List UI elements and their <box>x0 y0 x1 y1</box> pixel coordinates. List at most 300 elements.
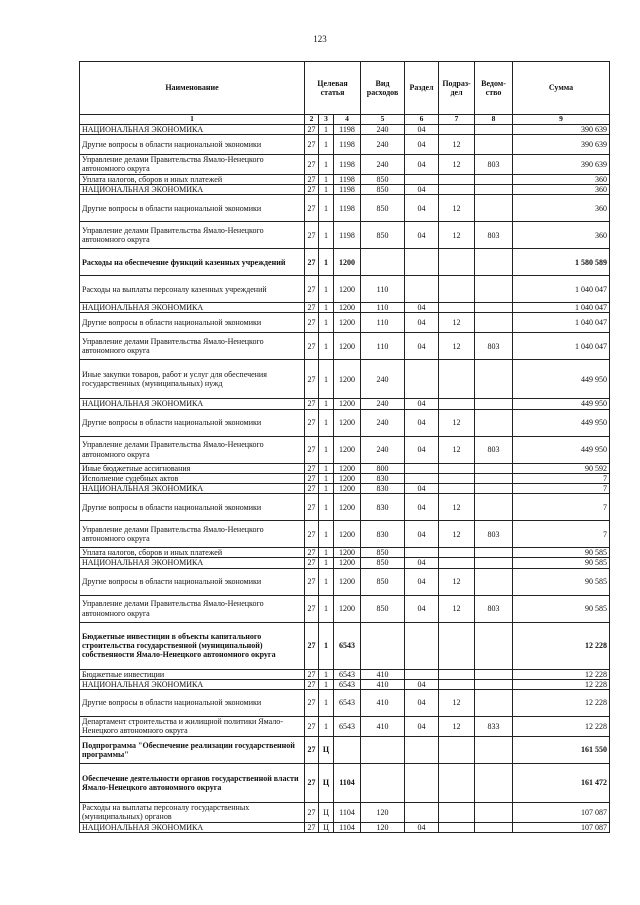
row-section: 04 <box>405 483 439 493</box>
row-target-part1: 27 <box>305 716 319 736</box>
row-expense-type: 850 <box>361 185 405 195</box>
row-name: Уплата налогов, сборов и иных платежей <box>80 548 305 558</box>
table-row <box>80 249 610 276</box>
row-target-part2: 1 <box>319 558 334 568</box>
row-target-part2: Ц <box>319 802 334 822</box>
row-target-part2: 1 <box>319 473 334 483</box>
row-target-part2: 1 <box>319 669 334 679</box>
row-subsection: 12 <box>439 568 475 595</box>
row-target-part2: 1 <box>319 548 334 558</box>
row-section <box>405 548 439 558</box>
row-subsection <box>439 822 475 832</box>
row-department <box>475 195 513 222</box>
row-section: 04 <box>405 134 439 154</box>
row-target-part3: 1200 <box>334 483 361 493</box>
row-name: Другие вопросы в области национальной экономики <box>80 134 305 154</box>
row-name: Департамент строительства и жилищной политики Ямало-Ненецкого автономного округа <box>80 716 305 736</box>
header-podrazdel: Подраз-дел <box>439 62 475 115</box>
row-name: Иные бюджетные ассигнования <box>80 463 305 473</box>
row-section: 04 <box>405 679 439 689</box>
row-target-part1: 27 <box>305 134 319 154</box>
row-target-part1: 27 <box>305 763 319 802</box>
row-target-part2: 1 <box>319 134 334 154</box>
row-target-part1: 27 <box>305 736 319 763</box>
row-target-part3: 6543 <box>334 689 361 716</box>
row-section <box>405 276 439 303</box>
row-target-part2: 1 <box>319 436 334 463</box>
row-department: 803 <box>475 222 513 249</box>
row-section: 04 <box>405 716 439 736</box>
row-amount: 7 <box>513 494 610 521</box>
row-target-part3: 1200 <box>334 276 361 303</box>
table-row <box>80 399 610 409</box>
row-section <box>405 473 439 483</box>
row-subsection <box>439 473 475 483</box>
row-target-part2: 1 <box>319 622 334 669</box>
row-subsection <box>439 399 475 409</box>
row-amount: 12 228 <box>513 689 610 716</box>
table-row <box>80 360 610 399</box>
row-department: 833 <box>475 716 513 736</box>
row-target-part2: 1 <box>319 689 334 716</box>
table-row <box>80 669 610 679</box>
row-expense-type: 240 <box>361 134 405 154</box>
row-department: 803 <box>475 333 513 360</box>
table-row <box>80 802 610 822</box>
row-name: Управление делами Правительства Ямало-Ненецкого автономного округа <box>80 222 305 249</box>
row-subsection <box>439 763 475 802</box>
row-amount: 449 950 <box>513 436 610 463</box>
row-expense-type: 830 <box>361 521 405 548</box>
table-row <box>80 436 610 463</box>
row-section: 04 <box>405 222 439 249</box>
table-row <box>80 716 610 736</box>
row-amount: 449 950 <box>513 409 610 436</box>
row-subsection <box>439 622 475 669</box>
row-amount: 90 585 <box>513 595 610 622</box>
row-name: НАЦИОНАЛЬНАЯ ЭКОНОМИКА <box>80 303 305 313</box>
row-expense-type: 240 <box>361 409 405 436</box>
row-target-part2: 1 <box>319 303 334 313</box>
row-target-part1: 27 <box>305 409 319 436</box>
table-row <box>80 333 610 360</box>
row-target-part1: 27 <box>305 174 319 184</box>
row-target-part3: 1200 <box>334 548 361 558</box>
row-amount: 90 585 <box>513 558 610 568</box>
row-department <box>475 669 513 679</box>
column-number: 8 <box>475 115 513 125</box>
table-row <box>80 622 610 669</box>
row-subsection <box>439 303 475 313</box>
row-amount: 12 228 <box>513 669 610 679</box>
row-subsection <box>439 483 475 493</box>
table-row <box>80 473 610 483</box>
column-number-row <box>80 115 610 125</box>
row-target-part3: 1198 <box>334 174 361 184</box>
header-name: Наименование <box>80 62 305 115</box>
row-department <box>475 409 513 436</box>
row-section <box>405 622 439 669</box>
row-section <box>405 802 439 822</box>
row-subsection <box>439 124 475 134</box>
table-row <box>80 763 610 802</box>
row-expense-type: 240 <box>361 399 405 409</box>
row-target-part3: 1200 <box>334 494 361 521</box>
row-target-part3: 1200 <box>334 399 361 409</box>
row-amount: 390 639 <box>513 134 610 154</box>
row-expense-type: 410 <box>361 689 405 716</box>
header-summa: Сумма <box>513 62 610 115</box>
row-section <box>405 669 439 679</box>
row-name: НАЦИОНАЛЬНАЯ ЭКОНОМИКА <box>80 185 305 195</box>
row-target-part2: 1 <box>319 595 334 622</box>
row-section: 04 <box>405 494 439 521</box>
row-expense-type: 850 <box>361 568 405 595</box>
row-subsection <box>439 802 475 822</box>
row-expense-type: 850 <box>361 558 405 568</box>
row-amount: 1 040 047 <box>513 303 610 313</box>
table-row <box>80 679 610 689</box>
row-section <box>405 763 439 802</box>
row-expense-type: 850 <box>361 595 405 622</box>
row-target-part2: 1 <box>319 124 334 134</box>
header-vedomstvo: Ведом-ство <box>475 62 513 115</box>
column-number: 7 <box>439 115 475 125</box>
row-subsection: 12 <box>439 154 475 174</box>
row-expense-type: 830 <box>361 494 405 521</box>
row-target-part3 <box>334 736 361 763</box>
row-subsection <box>439 360 475 399</box>
row-department <box>475 736 513 763</box>
row-target-part3: 1200 <box>334 409 361 436</box>
row-name: Другие вопросы в области национальной экономики <box>80 409 305 436</box>
row-department <box>475 679 513 689</box>
row-department <box>475 494 513 521</box>
row-target-part2: 1 <box>319 360 334 399</box>
row-subsection: 12 <box>439 195 475 222</box>
row-target-part2: 1 <box>319 276 334 303</box>
row-subsection: 12 <box>439 333 475 360</box>
row-department <box>475 568 513 595</box>
row-subsection <box>439 185 475 195</box>
row-name: Другие вопросы в области национальной экономики <box>80 568 305 595</box>
row-target-part3: 6543 <box>334 669 361 679</box>
row-target-part1: 27 <box>305 622 319 669</box>
row-department <box>475 763 513 802</box>
row-name: НАЦИОНАЛЬНАЯ ЭКОНОМИКА <box>80 679 305 689</box>
row-amount: 449 950 <box>513 360 610 399</box>
row-section: 04 <box>405 124 439 134</box>
row-name: Другие вопросы в области национальной экономики <box>80 494 305 521</box>
row-section: 04 <box>405 313 439 333</box>
row-subsection: 12 <box>439 595 475 622</box>
row-amount: 107 087 <box>513 822 610 832</box>
row-amount: 7 <box>513 473 610 483</box>
row-target-part2: Ц <box>319 822 334 832</box>
row-expense-type: 800 <box>361 463 405 473</box>
row-name: НАЦИОНАЛЬНАЯ ЭКОНОМИКА <box>80 822 305 832</box>
table-row <box>80 124 610 134</box>
row-target-part2: 1 <box>319 716 334 736</box>
row-expense-type: 110 <box>361 276 405 303</box>
column-number: 3 <box>319 115 334 125</box>
row-amount: 12 228 <box>513 679 610 689</box>
row-section: 04 <box>405 303 439 313</box>
row-expense-type: 110 <box>361 313 405 333</box>
row-target-part1: 27 <box>305 436 319 463</box>
row-target-part1: 27 <box>305 802 319 822</box>
row-target-part2: 1 <box>319 483 334 493</box>
row-target-part2: 1 <box>319 313 334 333</box>
row-subsection: 12 <box>439 716 475 736</box>
row-target-part2: 1 <box>319 222 334 249</box>
row-expense-type: 120 <box>361 822 405 832</box>
row-amount: 161 550 <box>513 736 610 763</box>
row-amount: 1 580 589 <box>513 249 610 276</box>
row-amount: 12 228 <box>513 716 610 736</box>
row-target-part3: 1200 <box>334 303 361 313</box>
row-target-part2: 1 <box>319 195 334 222</box>
row-target-part3: 6543 <box>334 716 361 736</box>
table-row <box>80 558 610 568</box>
row-department <box>475 689 513 716</box>
row-name: Бюджетные инвестиции в объекты капитального строительства государственной (муниципальной) собственности Ямало-Ненецкого автономного округа <box>80 622 305 669</box>
row-section: 04 <box>405 558 439 568</box>
row-target-part1: 27 <box>305 822 319 832</box>
row-name: Обеспечение деятельности органов государственной власти Ямало-Ненецкого автономного округа <box>80 763 305 802</box>
row-target-part2: 1 <box>319 568 334 595</box>
row-amount: 390 639 <box>513 124 610 134</box>
row-subsection: 12 <box>439 313 475 333</box>
row-section <box>405 736 439 763</box>
row-expense-type: 240 <box>361 124 405 134</box>
row-target-part1: 27 <box>305 185 319 195</box>
row-section <box>405 360 439 399</box>
row-department <box>475 276 513 303</box>
row-target-part1: 27 <box>305 521 319 548</box>
row-target-part1: 27 <box>305 222 319 249</box>
row-expense-type: 240 <box>361 154 405 174</box>
row-target-part2: 1 <box>319 249 334 276</box>
row-target-part3: 1104 <box>334 822 361 832</box>
row-name: Расходы на выплаты персоналу казенных учреждений <box>80 276 305 303</box>
row-target-part2: 1 <box>319 409 334 436</box>
row-expense-type <box>361 622 405 669</box>
row-subsection <box>439 276 475 303</box>
row-target-part2: 1 <box>319 679 334 689</box>
budget-table <box>79 61 610 833</box>
row-target-part3: 1200 <box>334 568 361 595</box>
row-subsection: 12 <box>439 689 475 716</box>
row-expense-type: 110 <box>361 303 405 313</box>
row-expense-type: 410 <box>361 716 405 736</box>
row-name: Управление делами Правительства Ямало-Ненецкого автономного округа <box>80 154 305 174</box>
row-name: Расходы на выплаты персоналу государственных (муниципальных) органов <box>80 802 305 822</box>
row-amount: 7 <box>513 521 610 548</box>
row-department <box>475 463 513 473</box>
row-target-part3: 1198 <box>334 124 361 134</box>
row-name: Другие вопросы в области национальной экономики <box>80 313 305 333</box>
row-name: Другие вопросы в области национальной экономики <box>80 195 305 222</box>
table-row <box>80 689 610 716</box>
table-row <box>80 409 610 436</box>
row-target-part2: 1 <box>319 399 334 409</box>
row-expense-type <box>361 763 405 802</box>
row-department <box>475 548 513 558</box>
table-row <box>80 822 610 832</box>
row-department <box>475 558 513 568</box>
row-department <box>475 802 513 822</box>
row-target-part3: 6543 <box>334 679 361 689</box>
row-target-part1: 27 <box>305 473 319 483</box>
row-target-part2: 1 <box>319 154 334 174</box>
row-name: Управление делами Правительства Ямало-Ненецкого автономного округа <box>80 595 305 622</box>
table-row <box>80 521 610 548</box>
row-target-part1: 27 <box>305 360 319 399</box>
row-subsection: 12 <box>439 494 475 521</box>
table-row <box>80 548 610 558</box>
row-name: Исполнение судебных актов <box>80 473 305 483</box>
row-subsection <box>439 463 475 473</box>
row-expense-type: 240 <box>361 360 405 399</box>
row-subsection <box>439 736 475 763</box>
row-subsection <box>439 558 475 568</box>
row-amount: 360 <box>513 185 610 195</box>
row-expense-type <box>361 249 405 276</box>
row-amount: 161 472 <box>513 763 610 802</box>
row-expense-type: 120 <box>361 802 405 822</box>
row-department <box>475 174 513 184</box>
row-target-part3: 1104 <box>334 802 361 822</box>
table-row <box>80 303 610 313</box>
column-number: 4 <box>334 115 361 125</box>
row-target-part1: 27 <box>305 303 319 313</box>
row-amount: 90 585 <box>513 568 610 595</box>
row-target-part1: 27 <box>305 679 319 689</box>
header-razdel: Раздел <box>405 62 439 115</box>
row-section: 04 <box>405 689 439 716</box>
row-section: 04 <box>405 154 439 174</box>
row-name: Бюджетные инвестиции <box>80 669 305 679</box>
header-row <box>80 62 610 115</box>
row-department <box>475 134 513 154</box>
row-target-part1: 27 <box>305 494 319 521</box>
row-expense-type <box>361 736 405 763</box>
row-expense-type: 240 <box>361 436 405 463</box>
table-row <box>80 154 610 174</box>
row-expense-type: 850 <box>361 195 405 222</box>
row-amount: 390 639 <box>513 154 610 174</box>
row-target-part2: 1 <box>319 521 334 548</box>
row-name: Управление делами Правительства Ямало-Ненецкого автономного округа <box>80 333 305 360</box>
table-row <box>80 185 610 195</box>
row-department: 803 <box>475 436 513 463</box>
row-department <box>475 124 513 134</box>
row-section <box>405 249 439 276</box>
row-subsection: 12 <box>439 409 475 436</box>
row-target-part1: 27 <box>305 548 319 558</box>
row-target-part3: 1198 <box>334 195 361 222</box>
row-name: НАЦИОНАЛЬНАЯ ЭКОНОМИКА <box>80 483 305 493</box>
row-target-part2: 1 <box>319 174 334 184</box>
row-section: 04 <box>405 568 439 595</box>
row-subsection: 12 <box>439 436 475 463</box>
row-name: Управление делами Правительства Ямало-Ненецкого автономного округа <box>80 436 305 463</box>
row-target-part1: 27 <box>305 558 319 568</box>
row-target-part3: 1200 <box>334 333 361 360</box>
table-row <box>80 195 610 222</box>
row-department <box>475 483 513 493</box>
row-target-part2: Ц <box>319 736 334 763</box>
row-target-part3: 1200 <box>334 473 361 483</box>
row-department <box>475 313 513 333</box>
row-expense-type: 830 <box>361 483 405 493</box>
row-target-part3: 1200 <box>334 313 361 333</box>
row-department <box>475 399 513 409</box>
row-subsection <box>439 174 475 184</box>
row-name: НАЦИОНАЛЬНАЯ ЭКОНОМИКА <box>80 558 305 568</box>
row-target-part3: 1200 <box>334 595 361 622</box>
row-name: Подпрограмма "Обеспечение реализации государственной программы" <box>80 736 305 763</box>
column-number: 2 <box>305 115 319 125</box>
row-target-part2: 1 <box>319 494 334 521</box>
row-target-part3: 1200 <box>334 360 361 399</box>
row-department <box>475 822 513 832</box>
row-target-part2: 1 <box>319 463 334 473</box>
row-section <box>405 463 439 473</box>
row-target-part3: 1200 <box>334 436 361 463</box>
row-amount: 7 <box>513 483 610 493</box>
row-target-part3: 1198 <box>334 222 361 249</box>
row-target-part2: 1 <box>319 333 334 360</box>
row-expense-type: 830 <box>361 473 405 483</box>
table-row <box>80 483 610 493</box>
row-target-part1: 27 <box>305 195 319 222</box>
table-row <box>80 595 610 622</box>
row-target-part3: 1104 <box>334 763 361 802</box>
table-row <box>80 568 610 595</box>
header-vid: Вид расходов <box>361 62 405 115</box>
row-target-part3: 6543 <box>334 622 361 669</box>
row-name: НАЦИОНАЛЬНАЯ ЭКОНОМИКА <box>80 399 305 409</box>
row-subsection <box>439 679 475 689</box>
row-amount: 360 <box>513 195 610 222</box>
row-subsection: 12 <box>439 134 475 154</box>
row-department: 803 <box>475 521 513 548</box>
row-department <box>475 249 513 276</box>
row-target-part3: 1198 <box>334 154 361 174</box>
row-amount: 90 592 <box>513 463 610 473</box>
row-name: Расходы на обеспечение функций казенных учреждений <box>80 249 305 276</box>
row-expense-type: 110 <box>361 333 405 360</box>
page-number: 123 <box>313 34 327 44</box>
row-amount: 360 <box>513 222 610 249</box>
column-number: 5 <box>361 115 405 125</box>
column-number: 6 <box>405 115 439 125</box>
row-target-part1: 27 <box>305 154 319 174</box>
row-target-part3: 1200 <box>334 558 361 568</box>
row-target-part1: 27 <box>305 249 319 276</box>
row-amount: 1 040 047 <box>513 276 610 303</box>
row-section: 04 <box>405 595 439 622</box>
row-name: Управление делами Правительства Ямало-Ненецкого автономного округа <box>80 521 305 548</box>
row-target-part1: 27 <box>305 333 319 360</box>
row-section: 04 <box>405 333 439 360</box>
row-section: 04 <box>405 521 439 548</box>
row-amount: 1 040 047 <box>513 333 610 360</box>
row-target-part1: 27 <box>305 669 319 679</box>
row-department <box>475 303 513 313</box>
